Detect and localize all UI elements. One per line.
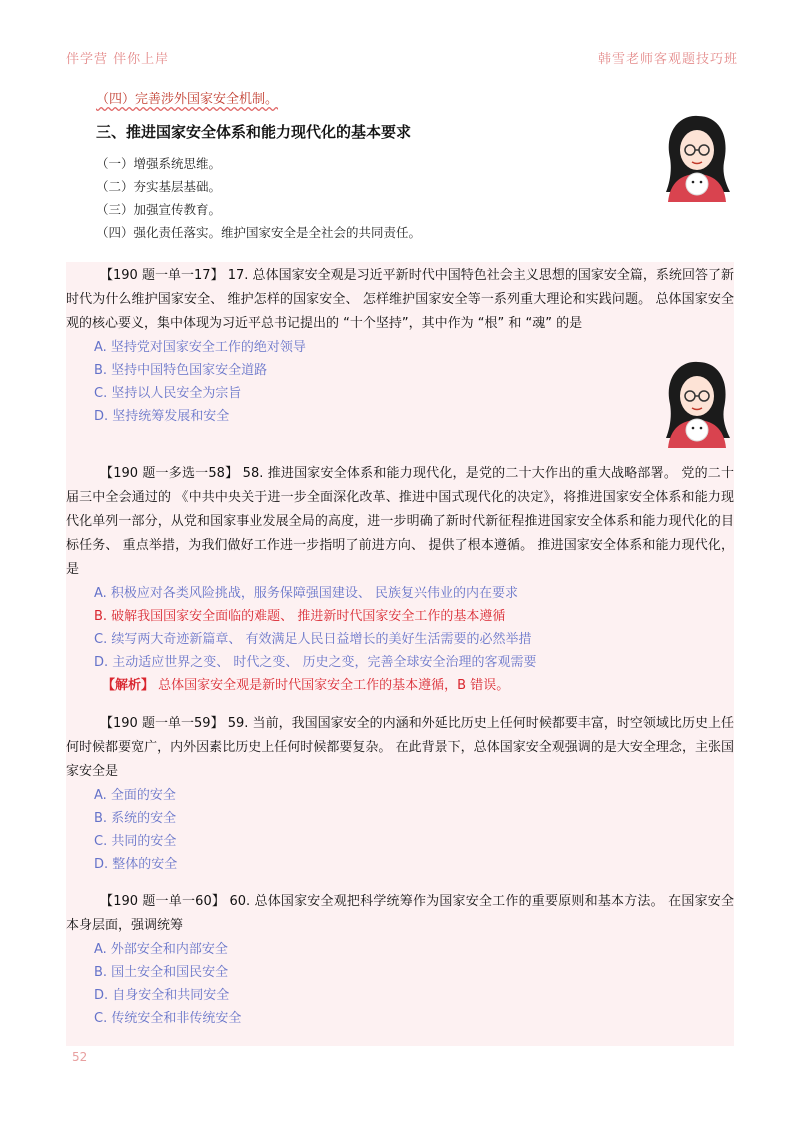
question-tag: 【190 题一单一59】 [100, 716, 224, 731]
knowledge-section [96, 88, 696, 244]
question-59 [66, 712, 734, 876]
point-item: （四）强化责任落实。维护国家安全是全社会的共同责任。 [96, 225, 422, 240]
option-a: A. 全面的安全 [94, 788, 176, 803]
question-stem [66, 890, 734, 938]
analysis-label: 【解析】 [102, 678, 155, 693]
question-tag: 【190 题一多选一58】 [100, 466, 239, 481]
option-d: D. 整体的安全 [94, 857, 178, 872]
question-60 [66, 890, 734, 1030]
option-d: D. 自身安全和共同安全 [94, 988, 230, 1003]
point-item: （三）加强宣传教育。 [96, 202, 222, 217]
option-d: D. 坚持统筹发展和安全 [94, 409, 230, 424]
option-c: C. 传统安全和非传统安全 [94, 1011, 242, 1026]
question-17 [66, 264, 734, 428]
question-stem [66, 712, 734, 784]
points-list [96, 152, 696, 244]
option-b: B. 系统的安全 [94, 811, 177, 826]
red-highlight-line: （四）完善涉外国家安全机制。 [96, 92, 279, 107]
question-text: 58. 推进国家安全体系和能力现代化，是党的二十大作出的重大战略部署。 党的二十届三中全会通过的 《中共中央关于进一步全面深化改革、推进中国式现代化的决定》，将推进国家安全体系和能力现代化单列一部分，从党和国家事业发展全局的高度，进一步明确了新时代新征程推进国家安全体系和能力现代化的目标任务、 重点举措，为我们做好工作进一步指明了前进方向、 提供了根本遵循。 推进国家安全体系和能力现代化，是 [66, 466, 734, 577]
option-c: C. 共同的安全 [94, 834, 177, 849]
header-left: 伴学营 伴你上岸 [66, 52, 170, 67]
option-c: C. 坚持以人民安全为宗旨 [94, 386, 242, 401]
teacher-avatar-icon [660, 112, 734, 202]
question-text: 17. 总体国家安全观是习近平新时代中国特色社会主义思想的国家安全篇，系统回答了新时代为什么维护国家安全、 维护怎样的国家安全、 怎样维护国家安全等一系列重大理论和实践问题。 总体国家安全观的核心要义，集中体现为习近平总书记提出的 “十个坚持”，其中作为 “根” 和 “魂” 的是 [66, 268, 734, 331]
option-a: A. 外部安全和内部安全 [94, 942, 228, 957]
question-text: 59. 当前，我国国家安全的内涵和外延比历史上任何时候都要丰富，时空领域比历史上任何时候都要宽广，内外因素比历史上任何时候都要复杂。 在此背景下，总体国家安全观强调的是大安全理念，主张国家安全是 [66, 716, 734, 779]
option-c: C. 续写两大奇迹新篇章、 有效满足人民日益增长的美好生活需要的必然举措 [94, 632, 532, 647]
option-b: B. 破解我国国家安全面临的难题、 推进新时代国家安全工作的基本遵循 [94, 609, 506, 624]
question-stem [66, 264, 734, 336]
point-item: （二）夯实基层基础。 [96, 179, 222, 194]
option-d: D. 主动适应世界之变、 时代之变、 历史之变，完善全球安全治理的客观需要 [94, 655, 537, 670]
option-a: A. 积极应对各类风险挑战，服务保障强国建设、 民族复兴伟业的内在要求 [94, 586, 519, 601]
question-text: 60. 总体国家安全观把科学统筹作为国家安全工作的重要原则和基本方法。 在国家安全本身层面，强调统筹 [66, 894, 734, 933]
option-a: A. 坚持党对国家安全工作的绝对领导 [94, 340, 306, 355]
analysis-text: 总体国家安全观是新时代国家安全工作的基本遵循，B 错误。 [154, 678, 510, 693]
option-b: B. 国土安全和国民安全 [94, 965, 229, 980]
option-b: B. 坚持中国特色国家安全道路 [94, 363, 268, 378]
question-tag: 【190 题一单一60】 [100, 894, 226, 909]
point-item: （一）增强系统思维。 [96, 156, 222, 171]
section-heading: 三、推进国家安全体系和能力现代化的基本要求 [96, 123, 412, 141]
analysis [66, 674, 734, 698]
question-58 [66, 462, 734, 698]
question-stem [66, 462, 734, 582]
question-tag: 【190 题一单一17】 [100, 268, 224, 283]
page-number: 52 [72, 1050, 88, 1064]
header-right: 韩雪老师客观题技巧班 [597, 52, 738, 67]
